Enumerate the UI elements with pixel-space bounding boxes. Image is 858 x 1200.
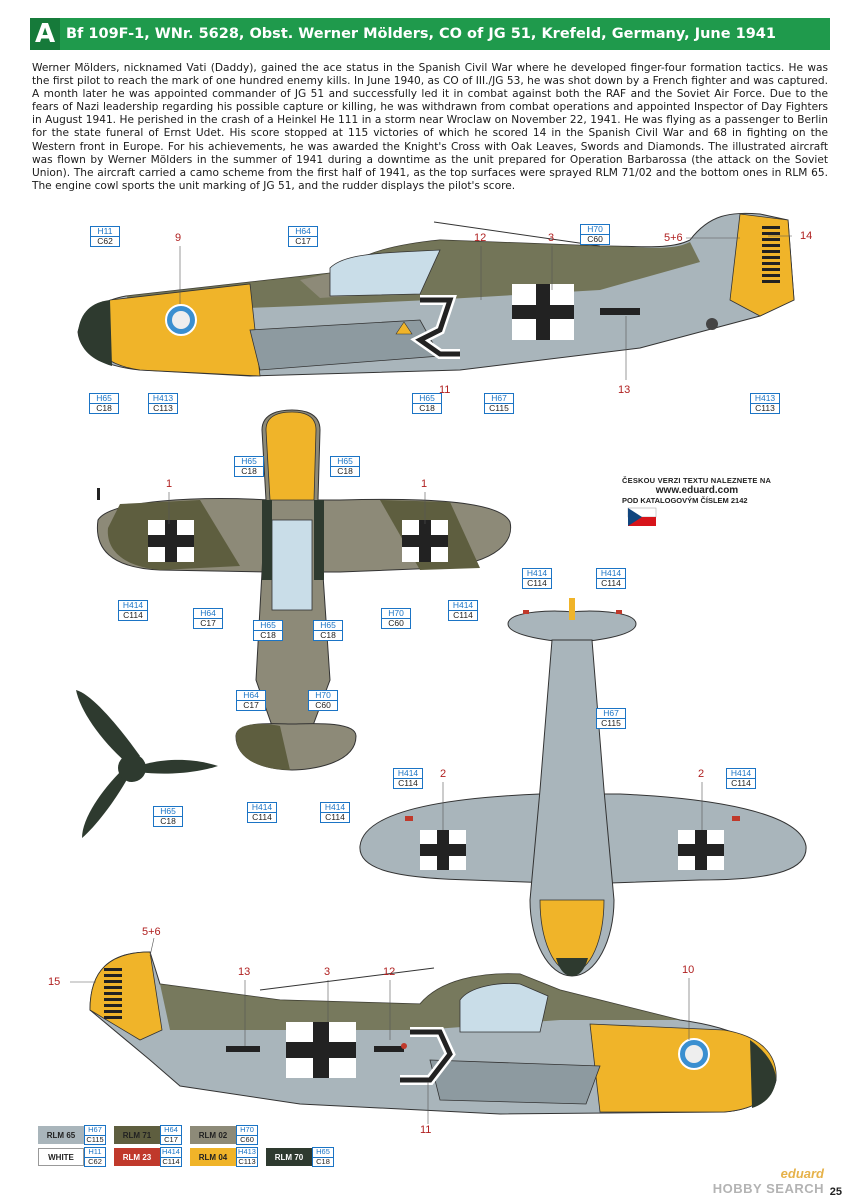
brand-watermark (713, 1166, 824, 1196)
color-code-top-rlm02: H70 C60 (381, 608, 411, 629)
hobby-search-watermark: HOBBY SEARCH (712, 1181, 824, 1196)
color-code-top-cowl-right: H65 C18 (330, 456, 360, 477)
czech-note-line3: POD KATALOGOVÝM ČÍSLEM 2142 (622, 496, 748, 505)
color-code-bottom-wing-tip-right: H414 C114 (726, 768, 756, 789)
czech-flag (628, 508, 656, 526)
czech-note-url[interactable]: www.eduard.com (655, 485, 739, 496)
czech-version-note (622, 476, 822, 505)
color-code-cowl-yellow: H413 C113 (148, 393, 178, 414)
color-legend (38, 1126, 334, 1170)
legend-rlm02: RLM 02 H70 C60 (190, 1126, 258, 1144)
page-number: 25 (829, 1186, 842, 1198)
legend-row-2 (38, 1148, 334, 1166)
legend-rlm65: RLM 65 H67 C115 (38, 1126, 106, 1144)
callout-12-lower: 12 (383, 966, 396, 978)
color-code-rlm70: H65 C18 (412, 393, 442, 414)
callout-1-right: 1 (421, 478, 428, 490)
color-code-top-wing-tip-right: H414 C114 (448, 600, 478, 621)
callout-13-lower: 13 (238, 966, 251, 978)
legend-rlm70: RLM 70 H65 C18 (266, 1148, 334, 1166)
legend-rlm23: RLM 23 H414 C114 (114, 1148, 182, 1166)
callout-2-left: 2 (440, 768, 447, 780)
callout-11: 11 (439, 384, 451, 396)
color-code-top-rlm71: H64 C17 (193, 608, 223, 629)
callout-3: 3 (548, 232, 555, 244)
color-code-rudder-yellow: H413 C113 (750, 393, 780, 414)
color-code-tail-tip-right: H414 C114 (320, 802, 350, 823)
color-code-top-rlm70-right: H65 C18 (313, 620, 343, 641)
color-code-bottom-stab-right: H414 C114 (596, 568, 626, 589)
callout-15: 15 (48, 976, 61, 988)
right-side-profile (90, 952, 776, 1114)
callout-5-6: 5+6 (664, 232, 683, 244)
color-code-bottom-stab-left: H414 C114 (522, 568, 552, 589)
aircraft-title: Bf 109F-1, WNr. 5628, Obst. Werner Mölders, CO of JG 51, Krefeld, Germany, June 1941 (66, 26, 776, 42)
callout-12: 12 (474, 232, 487, 244)
callout-5-6-lower: 5+6 (142, 926, 161, 938)
legend-rlm04: RLM 04 H413 C113 (190, 1148, 258, 1166)
callout-9: 9 (175, 232, 182, 244)
propeller (76, 690, 218, 838)
callout-10: 10 (682, 964, 695, 976)
color-code-fuselage-white: H11 C62 (90, 226, 120, 247)
callout-1-left: 1 (166, 478, 173, 490)
callout-11-lower: 11 (420, 1124, 432, 1136)
legend-white: WHITE H11 C62 (38, 1148, 106, 1166)
color-code-tail-rlm71: H64 C17 (236, 690, 266, 711)
fuselage-cross-lower (286, 1022, 356, 1078)
legend-row-1 (38, 1126, 334, 1144)
profile-letter-badge: A (30, 18, 60, 50)
callout-13: 13 (618, 384, 631, 396)
color-code-top-wing-tip-left: H414 C114 (118, 600, 148, 621)
color-code-bottom-rlm65: H67 C115 (596, 708, 626, 729)
callout-3-lower: 3 (324, 966, 331, 978)
color-code-rlm71-upper: H64 C17 (288, 226, 318, 247)
color-code-rlm65: H67 C115 (484, 393, 514, 414)
aircraft-description: Werner Mölders, nicknamed Vati (Daddy), gained the ace status in the Spanish Civil War where he developed finger-four formation tactics. He was the first pilot to reach the mark of one hundred enemy kills. In June 1940, as CO of III./JG 53, he was shot down by a French fighter and was captured. A month later he was appointed commander of JG 51 and successfully led it in combat against both the RAF and the Soviet Air Force. Due to the fears of Nazi leadership regarding his possible capture or killing, he was withdrawn from combat operations and appointed Inspector of Day Fighters in August 1941. He perished in the crash of a Heinkel He 111 in a storm near Wroclaw on November 22, 1941. He was flying as a passenger to Berlin for the state funeral of Ernst Udet. His score stopped at 115 victories of which he scored 14 in the Spanish Civil War and 68 in fighting on the Western front in Europe. For his achievements, he was awarded the Knight's Cross with Oak Leaves, Swords and Diamonds. The illustrated aircraft was flown by Werner Mölders in the summer of 1941 during a downtime as the unit prepared for Operation Barbarossa (the attack on the Soviet Union). The aircraft carried a camo scheme from the first half of 1941, as the top surfaces were sprayed RLM 71/02 and the bottom ones in RLM 65. The engine cowl sports the unit marking of JG 51, and the rudder displays the pilot's score. (32, 62, 828, 192)
color-code-rlm02-upper: H70 C60 (580, 224, 610, 245)
color-code-tail-rlm02: H70 C60 (308, 690, 338, 711)
callout-2-right: 2 (698, 768, 705, 780)
legend-rlm71: RLM 71 H64 C17 (114, 1126, 182, 1144)
wing-cross-left (148, 520, 194, 562)
color-code-propeller: H65 C18 (153, 806, 183, 827)
color-code-bottom-wing-tip-left: H414 C114 (393, 768, 423, 789)
color-code-spinner: H65 C18 (89, 393, 119, 414)
underwing-cross-left (420, 830, 466, 870)
color-code-top-rlm70-left: H65 C18 (253, 620, 283, 641)
color-code-top-cowl-left: H65 C18 (234, 456, 264, 477)
eduard-logo: eduard (780, 1166, 824, 1181)
underwing-cross-right (678, 830, 724, 870)
color-code-tail-tip-left: H414 C114 (247, 802, 277, 823)
callout-14: 14 (800, 230, 813, 242)
fuselage-cross-upper (512, 284, 574, 340)
czech-note-line1: ČESKOU VERZI TEXTU NALEZNETE NA (622, 476, 772, 485)
wing-cross-right (402, 520, 448, 562)
top-view (97, 410, 511, 770)
